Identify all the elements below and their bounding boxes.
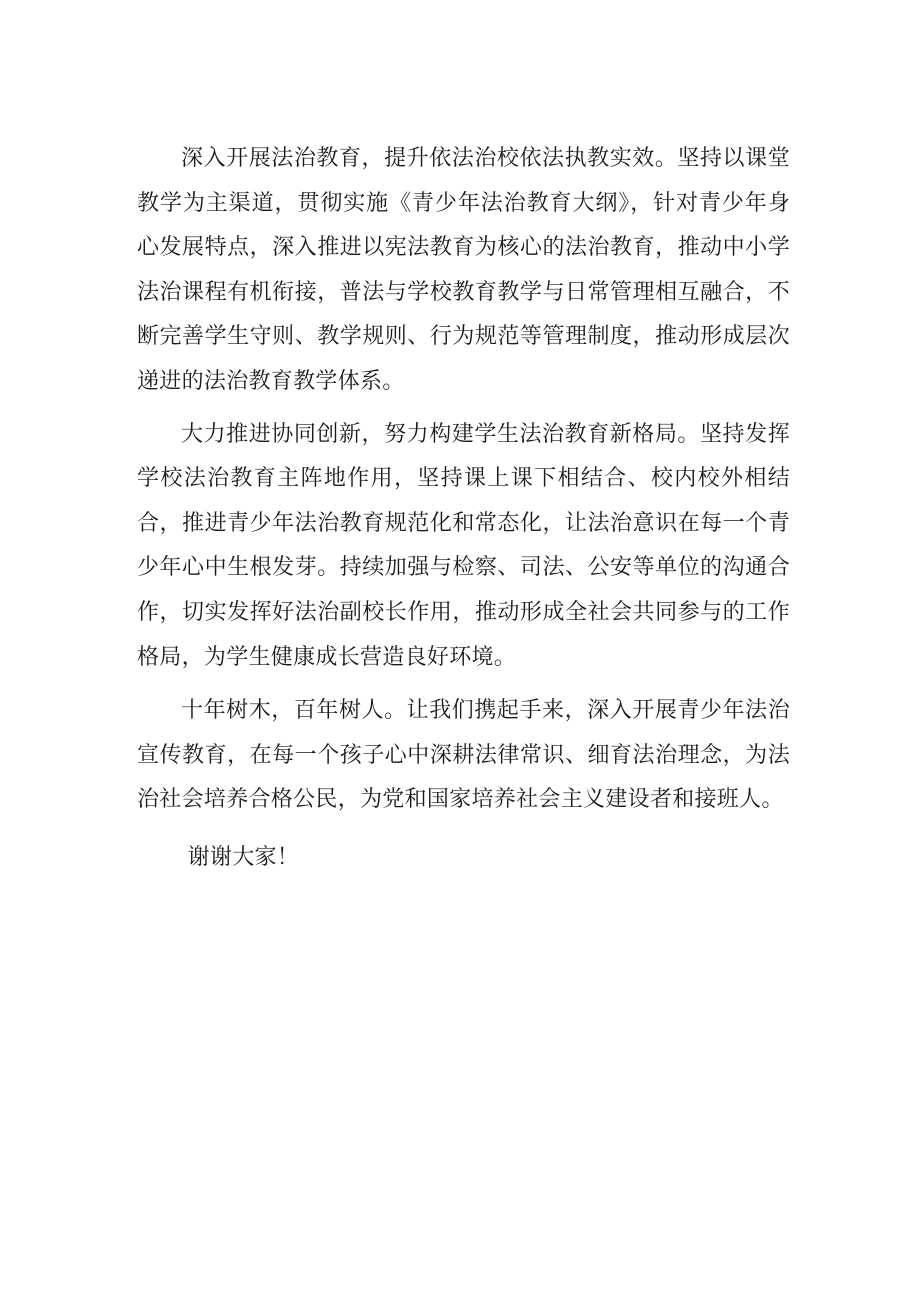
document-body xyxy=(137,137,790,881)
paragraph-collaborative-innovation: 大力推进协同创新，努力构建学生法治教育新格局。坚持发挥学校法治教育主阵地作用，坚持课上课下相结合、校内校外相结合，推进青少年法治教育规范化和常态化，让法治意识在每一个青少年心中生根发芽。持续加强与检察、司法、公安等单位的沟通合作，切实发挥好法治副校长作用，推动形成全社会共同参与的工作格局，为学生健康成长营造良好环境。 xyxy=(137,421,790,670)
closing-thanks: 谢谢大家！ xyxy=(187,844,300,870)
paragraph-call-to-action: 十年树木，百年树人。让我们携起手来，深入开展青少年法治宣传教育，在每一个孩子心中深耕法律常识、细育法治理念，为法治社会培养合格公民，为党和国家培养社会主义建设者和接班人。 xyxy=(137,698,790,813)
paragraph-law-education: 深入开展法治教育，提升依法治校依法执教实效。坚持以课堂教学为主渠道，贯彻实施《青少年法治教育大纲》，针对青少年身心发展特点，深入推进以宪法教育为核心的法治教育，推动中小学法治课程有机衔接，普法与学校教育教学与日常管理相互融合，不断完善学生守则、教学规则、行为规范等管理制度，推动形成层次递进的法治教育教学体系。 xyxy=(137,146,790,394)
